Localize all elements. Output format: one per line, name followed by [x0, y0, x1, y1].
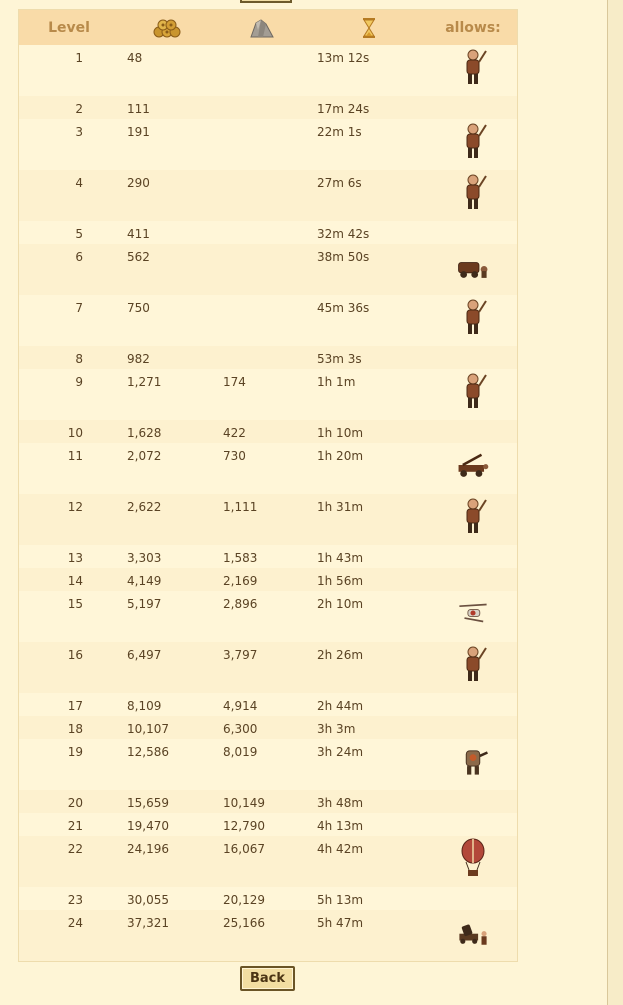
wood-cost-cell: 982: [127, 352, 150, 366]
wood-cost-cell: 290: [127, 176, 150, 190]
wood-cost-cell: 2,622: [127, 500, 162, 514]
unit-icon[interactable]: [456, 400, 490, 414]
table-row: [19, 221, 517, 244]
build-time-cell: 3h 48m: [317, 796, 364, 810]
wood-cost-cell: 6,497: [127, 648, 162, 662]
page-edge: [608, 0, 623, 1005]
wood-cost-cell: 2,072: [127, 449, 162, 463]
table-row: [19, 813, 517, 836]
stone-cost-cell: 12,790: [223, 819, 265, 833]
allows-cell: [429, 887, 517, 910]
build-time-cell: 22m 1s: [317, 125, 362, 139]
build-time-cell: 13m 12s: [317, 51, 370, 65]
build-time-cell: 2h 44m: [317, 699, 364, 713]
stone-cost-cell: [215, 346, 309, 369]
wood-cost-cell: 37,321: [127, 916, 169, 930]
table-row: [19, 545, 517, 568]
allows-cell: [429, 346, 517, 369]
level-cell: 17: [67, 699, 83, 713]
stone-icon: [249, 18, 275, 38]
table-body: [19, 45, 517, 961]
allows-cell: [429, 739, 517, 790]
build-time-cell: 5h 47m: [317, 916, 364, 930]
build-time-cell: 4h 42m: [317, 842, 364, 856]
build-time-cell: 1h 43m: [317, 551, 364, 565]
stone-cost-cell: [215, 119, 309, 170]
steam-giant-icon[interactable]: [456, 770, 490, 784]
table-row: [19, 790, 517, 813]
stone-cost-cell: 16,067: [223, 842, 265, 856]
allows-cell: [429, 443, 517, 494]
wood-cost-cell: 562: [127, 250, 150, 264]
wood-cost-cell: 1,628: [127, 426, 162, 440]
table-row: [19, 119, 517, 170]
stone-cost-cell: 8,019: [223, 745, 258, 759]
balloon-icon[interactable]: [456, 867, 490, 881]
back-button[interactable]: Back: [240, 966, 295, 991]
cart-icon[interactable]: [456, 275, 490, 289]
allows-cell: [429, 836, 517, 887]
level-cell: 4: [75, 176, 83, 190]
build-time-cell: 1h 56m: [317, 574, 364, 588]
stone-cost-cell: [215, 96, 309, 119]
stone-cost-cell: 25,166: [223, 916, 265, 930]
level-cell: 6: [75, 250, 83, 264]
build-time-cell: 32m 42s: [317, 227, 370, 241]
table-row: [19, 739, 517, 790]
table-row: [19, 910, 517, 961]
table-row: [19, 295, 517, 346]
stone-cost-cell: 174: [223, 375, 246, 389]
level-cell: 23: [67, 893, 83, 907]
build-time-cell: 1h 1m: [317, 375, 356, 389]
table-row: [19, 443, 517, 494]
table-row: [19, 494, 517, 545]
level-cell: 16: [67, 648, 83, 662]
level-table-container: [18, 9, 518, 962]
wood-logs-icon: [153, 18, 181, 38]
wood-cost-cell: 4,149: [127, 574, 162, 588]
allows-cell: [429, 716, 517, 739]
build-time-cell: 4h 13m: [317, 819, 364, 833]
build-time-cell: 38m 50s: [317, 250, 370, 264]
table-row: [19, 45, 517, 96]
table-row: [19, 716, 517, 739]
build-time-cell: 5h 13m: [317, 893, 364, 907]
table-row: [19, 170, 517, 221]
unit-icon[interactable]: [456, 525, 490, 539]
stone-cost-cell: [215, 221, 309, 244]
stone-cost-cell: 2,169: [223, 574, 258, 588]
wood-cost-cell: 48: [127, 51, 143, 65]
hourglass-icon: [362, 18, 376, 38]
level-cell: 15: [67, 597, 83, 611]
wood-cost-cell: 24,196: [127, 842, 169, 856]
level-cell: 22: [67, 842, 83, 856]
unit-icon[interactable]: [456, 326, 490, 340]
allows-cell: [429, 119, 517, 170]
stone-cost-cell: 20,129: [223, 893, 265, 907]
mortar-icon[interactable]: [456, 941, 490, 955]
allows-cell: [429, 642, 517, 693]
level-cell: 24: [67, 916, 83, 930]
stone-cost-cell: 730: [223, 449, 246, 463]
allows-cell: [429, 96, 517, 119]
level-cell: 18: [67, 722, 83, 736]
level-cell: 12: [67, 500, 83, 514]
allows-cell: [429, 910, 517, 961]
wood-cost-cell: 19,470: [127, 819, 169, 833]
stone-cost-cell: 1,583: [223, 551, 258, 565]
wood-header: [119, 10, 215, 45]
unit-icon[interactable]: [456, 673, 490, 687]
level-cell: 21: [67, 819, 83, 833]
level-cell: 11: [67, 449, 83, 463]
build-time-cell: 53m 3s: [317, 352, 362, 366]
wood-cost-cell: 3,303: [127, 551, 162, 565]
level-cell: 8: [75, 352, 83, 366]
unit-icon[interactable]: [456, 150, 490, 164]
siege-icon[interactable]: [456, 474, 490, 488]
allows-cell: [429, 693, 517, 716]
unit-icon[interactable]: [456, 76, 490, 90]
allows-cell: [429, 568, 517, 591]
allows-cell: [429, 369, 517, 420]
wood-cost-cell: 750: [127, 301, 150, 315]
wood-cost-cell: 1,271: [127, 375, 162, 389]
allows-cell: [429, 494, 517, 545]
wood-cost-cell: 15,659: [127, 796, 169, 810]
build-time-cell: 2h 10m: [317, 597, 364, 611]
stone-header: [215, 10, 309, 45]
table-row: [19, 887, 517, 910]
level-table: [19, 10, 517, 961]
wood-cost-cell: 10,107: [127, 722, 169, 736]
allows-cell: [429, 420, 517, 443]
level-cell: 20: [67, 796, 83, 810]
stone-cost-cell: 6,300: [223, 722, 258, 736]
level-cell: 3: [75, 125, 83, 139]
gyrocopter-icon[interactable]: [456, 622, 490, 636]
wood-cost-cell: 8,109: [127, 699, 162, 713]
stone-cost-cell: [215, 244, 309, 295]
stone-cost-cell: 2,896: [223, 597, 258, 611]
allows-header: allows:: [445, 19, 501, 36]
stone-cost-cell: 1,111: [223, 500, 258, 514]
build-time-cell: 1h 10m: [317, 426, 364, 440]
stone-cost-cell: 3,797: [223, 648, 258, 662]
stone-cost-cell: 4,914: [223, 699, 258, 713]
table-row: [19, 693, 517, 716]
build-time-cell: 1h 31m: [317, 500, 364, 514]
wood-cost-cell: 191: [127, 125, 150, 139]
allows-cell: [429, 45, 517, 96]
stone-cost-cell: 422: [223, 426, 246, 440]
top-button-edge[interactable]: [240, 0, 292, 3]
level-cell: 1: [75, 51, 83, 65]
build-time-cell: 45m 36s: [317, 301, 370, 315]
wood-cost-cell: 30,055: [127, 893, 169, 907]
table-row: [19, 568, 517, 591]
level-cell: 19: [67, 745, 83, 759]
level-cell: 2: [75, 102, 83, 116]
level-cell: 9: [75, 375, 83, 389]
allows-cell: [429, 790, 517, 813]
build-time-cell: 3h 24m: [317, 745, 364, 759]
level-cell: 10: [67, 426, 83, 440]
allows-cell: [429, 545, 517, 568]
table-row: [19, 346, 517, 369]
table-row: [19, 836, 517, 887]
stone-cost-cell: 10,149: [223, 796, 265, 810]
table-row: [19, 369, 517, 420]
level-cell: 14: [67, 574, 83, 588]
wood-cost-cell: 411: [127, 227, 150, 241]
build-time-cell: 17m 24s: [317, 102, 370, 116]
table-row: [19, 244, 517, 295]
build-time-cell: 1h 20m: [317, 449, 364, 463]
level-header: Level: [48, 19, 90, 36]
build-time-cell: 3h 3m: [317, 722, 356, 736]
build-time-cell: 27m 6s: [317, 176, 362, 190]
level-cell: 5: [75, 227, 83, 241]
allows-cell: [429, 170, 517, 221]
stone-cost-cell: [215, 170, 309, 221]
allows-cell: [429, 591, 517, 642]
allows-cell: [429, 221, 517, 244]
table-header-row: [19, 10, 517, 45]
allows-cell: [429, 244, 517, 295]
build-time-cell: 2h 26m: [317, 648, 364, 662]
level-cell: 7: [75, 301, 83, 315]
allows-cell: [429, 813, 517, 836]
wood-cost-cell: 111: [127, 102, 150, 116]
table-row: [19, 96, 517, 119]
allows-cell: [429, 295, 517, 346]
stone-cost-cell: [215, 295, 309, 346]
wood-cost-cell: 12,586: [127, 745, 169, 759]
table-row: [19, 642, 517, 693]
unit-icon[interactable]: [456, 201, 490, 215]
time-header: [309, 10, 429, 45]
wood-cost-cell: 5,197: [127, 597, 162, 611]
level-cell: 13: [67, 551, 83, 565]
table-row: [19, 591, 517, 642]
table-row: [19, 420, 517, 443]
stone-cost-cell: [215, 45, 309, 96]
